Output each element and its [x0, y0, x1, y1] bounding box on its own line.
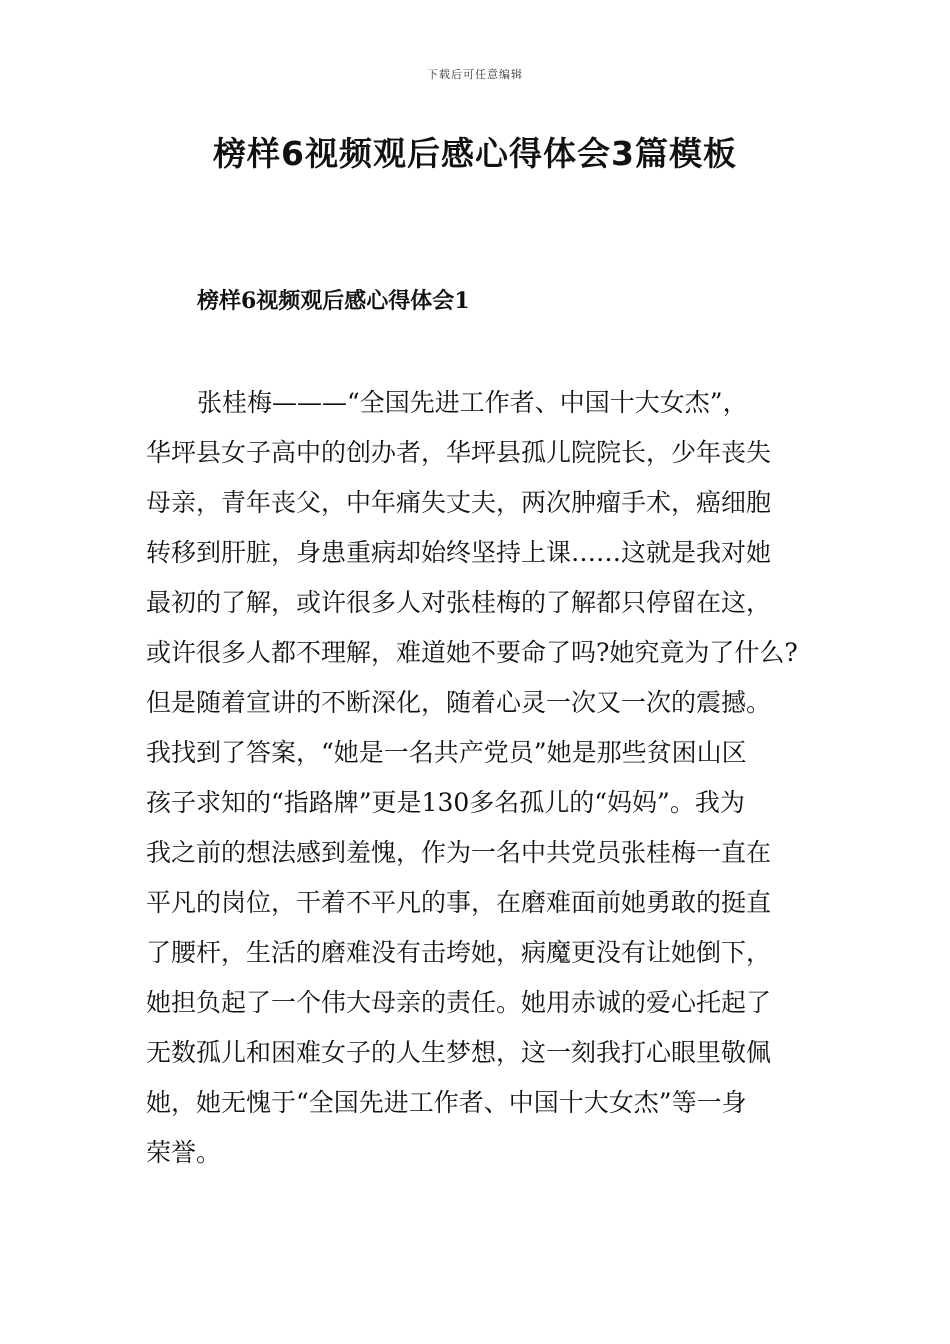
- paragraph-line: 无数孤儿和困难女子的人生梦想，这一刻我打心眼里敬佩: [146, 1038, 772, 1067]
- paragraph-line: 或许很多人都不理解，难道她不要命了吗?她究竟为了什么?: [146, 638, 798, 667]
- paragraph-line: 华坪县女子高中的创办者，华坪县孤儿院院长，少年丧失: [146, 438, 772, 467]
- paragraph-line: 平凡的岗位，干着不平凡的事，在磨难面前她勇敢的挺直: [146, 888, 772, 917]
- paragraph-line: 我找到了答案，“她是一名共产党员”她是那些贫困山区: [146, 738, 747, 767]
- paragraph-line: 她，她无愧于“全国先进工作者、中国十大女杰”等一身: [146, 1088, 747, 1117]
- paragraph-line: 了腰杆，生活的磨难没有击垮她，病魔更没有让她倒下，: [146, 938, 772, 967]
- paragraph-line: 母亲，青年丧父，中年痛失丈夫，两次肿瘤手术，癌细胞: [146, 488, 772, 517]
- paragraph-line: 荣誉。: [146, 1138, 222, 1167]
- document-title: 榜样6视频观后感心得体会3篇模板: [213, 134, 737, 173]
- paragraph-line: 孩子求知的“指路牌”更是130多名孤儿的“妈妈”。我为: [146, 788, 745, 817]
- paragraph-line: 我之前的想法感到羞愧，作为一名中共党员张桂梅一直在: [146, 838, 772, 867]
- section-heading: 榜样6视频观后感心得体会1: [197, 288, 470, 314]
- paragraph-line: 但是随着宣讲的不断深化，随着心灵一次又一次的震撼。: [146, 688, 772, 717]
- paragraph-line: 她担负起了一个伟大母亲的责任。她用赤诚的爱心托起了: [146, 988, 772, 1017]
- body-paragraph: [146, 378, 822, 1178]
- paragraph-line: 转移到肝脏，身患重病却始终坚持上课……这就是我对她: [146, 538, 772, 567]
- paragraph-line: 最初的了解，或许很多人对张桂梅的了解都只停留在这，: [146, 588, 772, 617]
- paragraph-line: 张桂梅———“全国先进工作者、中国十大女杰”，: [197, 388, 748, 417]
- header-note: 下载后可任意编辑: [427, 68, 523, 81]
